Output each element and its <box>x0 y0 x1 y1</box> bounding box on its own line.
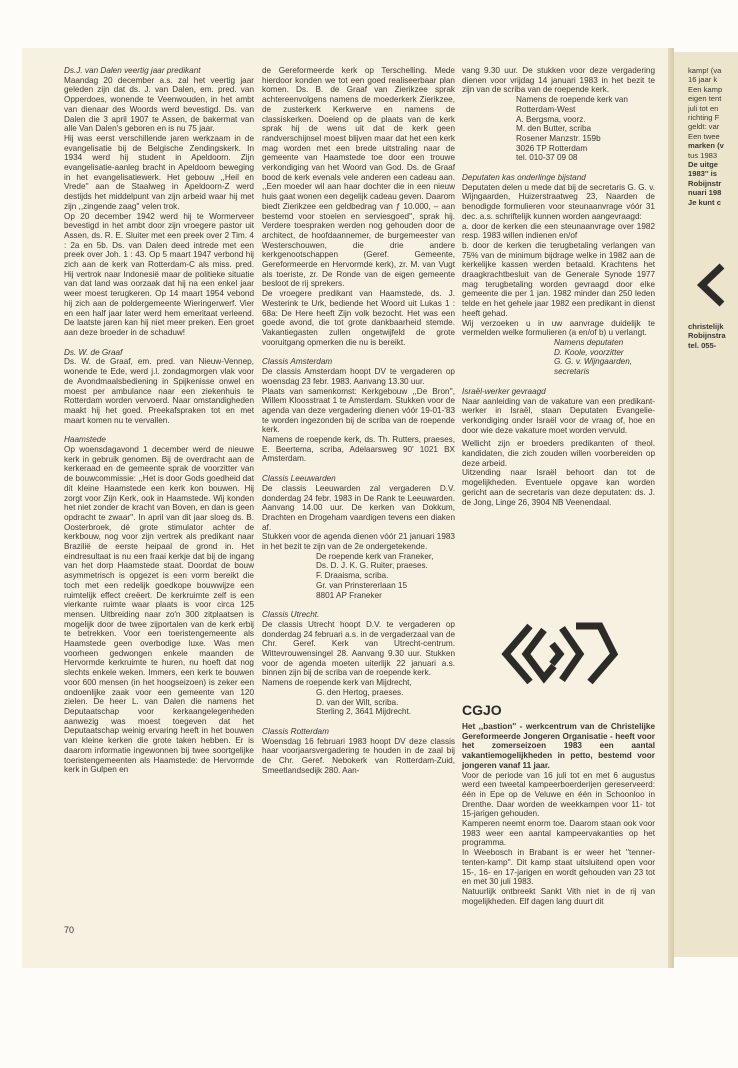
column-3 <box>462 66 655 507</box>
paragraph: De vroegere predikant van Haamstede, ds. J. Westerink te Urk, bediende het Woord uit Lukas 1 : 68a: De Here heeft Zijn volk bezocht. Het was een goede avond, die tot grote dankbaarheid stemde. Vakantiegasten zullen ongetwijfeld de grote vooruitgang opmerken die nu is bereikt. <box>262 289 455 347</box>
address-line: Ds. D. J. K. G. Ruiter, praeses. <box>316 561 428 571</box>
signature-line: D. Koole, voorzitter <box>554 347 624 357</box>
heading-classis-utrecht: Classis Utrecht. <box>262 610 320 620</box>
cropped-line: tel. 055- <box>688 340 717 350</box>
cgjo-title: CGJO <box>462 702 502 718</box>
page-number: 70 <box>64 925 75 935</box>
cropped-line: Je kunt c <box>688 197 721 207</box>
column-2 <box>262 66 455 776</box>
cropped-line: christelijk <box>688 322 724 331</box>
cropped-line: marken (v <box>688 141 724 151</box>
paragraph: Ds. W. de Graaf, em. pred. van Nieuw-Vennep, wonende te Ede, werd j.l. zondagmorgen vlak voor de Avondmaalsbediening in Spijkenisse onwel en moest per ambulance naar een ziekenhuis te Rotterdam worden vervoerd. Naar omstandigheden maakt hij het goed. Preekafspraken tot en met maart komen nu te vervallen. <box>64 357 254 425</box>
cropped-line: 16 jaar k <box>688 75 718 85</box>
paragraph: Uitzending naar Israël behoort dan tot de mogelijkheden. Eventuele opgave kan worden gericht aan de secretaris van deze deputaten: ds. J. de Jong, Linge 26, 3904 NB Veenendaal. <box>462 468 655 507</box>
heading-classis-rotterdam: Classis Rotterdam <box>262 727 329 736</box>
address-line: Rosener Manzstr. 159b <box>516 133 601 143</box>
paragraph: Voor de periode van 16 juli tot en met 6 augustus werd een tweetal kampeerboerderijen gereserveerd: één in Epe op de Veluwe en één in Schoonloo in Drenthe. Daar worden de weekkampen voor 11- tot 15-jarigen gehouden. <box>462 770 655 819</box>
cropped-line: De uitge <box>688 160 718 170</box>
paragraph: Natuurlijk ontbreekt Sankt Vith niet in de rij van mogelijkheden. Elf dagen lang duurt dit <box>462 886 655 906</box>
signature-line: Namens deputaten <box>554 337 624 347</box>
paragraph: Woensdag 16 februari 1983 hoopt DV deze classis haar voorjaarsvergadering te houden in de zaal bij de Chr. Geref. Nebokerk van Rotterdam-Zuid, Smeetlandsedijk 280. Aan- <box>262 736 455 775</box>
paragraph: Hij was eerst verschillende jaren werkzaam in de evangelisatie bij de Belgische Zendingskerk. In 1934 werd hij student in Apeldoorn. Zijn evangelisatie-aanleg bracht in Apeldoorn beweging in het evangelisatiewerk. Het gebouw ,,Heil en Vrede'' aan de Staalweg in Apeldoorn-Z werd destijds het middelpunt van zijn arbeid waar hij met zijn ,,zingende zaag'' velen trok. <box>64 133 254 211</box>
paragraph: Naar aanleiding van de vakature van een predikant-werker in Israël, staan Deputaten Evangelie-verkondiging onder Israël voor de vraag of, hoe en door wie deze vakature moet worden vervuld. <box>462 396 655 435</box>
address-line: D. van der Wilt, scriba. <box>316 697 399 707</box>
paragraph: Wij verzoeken u in uw aanvrage duidelijk te vermelden welke formulieren (a en/of b) u verlangt. <box>462 318 655 338</box>
small-cgjo-logo-icon <box>696 262 738 308</box>
signature-line: G. G. v. Wijngaarden, secretaris <box>554 357 633 377</box>
cgjo-logo-icon <box>500 618 620 690</box>
address-line: Rotterdam-West <box>516 104 576 114</box>
paragraph: Plaats van samenkomst: Kerkgebouw ,,De Bron'', Willem Kloosstraat 1 te Amsterdam. Stukken voor de agenda van deze vergadering dienen vóór 19-01-'83 te worden ingezonden bij de scriba van de roepende kerk. <box>262 386 455 435</box>
cropped-line: richting F <box>688 113 720 123</box>
address-line: 3026 TP Rotterdam <box>516 143 588 153</box>
column-1 <box>64 66 254 775</box>
cropped-line: nuari 198 <box>688 188 722 198</box>
paragraph: Op 20 december 1942 werd hij te Wormerveer bevestigd in het ambt door zijn vroegere pastor uit Assen, ds. R. E. Sluiter met een preek over 2 Tim. 4 : 2a en 5b. Ds. van Dalen deed intrede met een preek over Joh. 1 : 43. Op 5 maart 1947 verbond hij zich aan de kerk van Rotterdam-C als miss. pred. Hij vertrok naar Indonesië maar de politieke situatie van dat land was oorzaak dat hij na een enkel jaar weer moest terugkeren. Op 14 maart 1954 vebond hij zich aan de poldergemeente Wieringerwerf. Vier en een half jaar later werd hem emeritaat verleend. De laatste jaren kan hij niet meer preken. Een groet aan deze broeder in de schaduw! <box>64 211 254 337</box>
paragraph: Kamperen neemt enorm toe. Daarom staan ook voor 1983 weer een aantal kampeervakanties op het programma. <box>462 819 655 848</box>
cropped-line: 1983'' is <box>688 169 717 179</box>
heading-classis-leeuwarden: Classis Leeuwarden <box>262 474 336 484</box>
cropped-line: tus 1983 <box>688 150 718 160</box>
cropped-line: Een kamp <box>688 84 723 94</box>
address-line: De roepende kerk van Franeker, <box>316 551 434 561</box>
cropped-line: juli tot en <box>688 103 719 113</box>
cropped-line: eigen tent <box>688 94 722 104</box>
paragraph: Stukken voor de agenda dienen vóór 21 januari 1983 in het bezit te zijn van de 2e ondergetekende. <box>262 532 455 552</box>
address-line: M. den Butter, scriba <box>516 124 592 134</box>
column-4-footer <box>688 322 738 350</box>
cgjo-article <box>462 722 655 906</box>
address-line: G. den Hertog, praeses. <box>316 687 404 697</box>
address-line: Gr. van Prinstererlaan 15 <box>316 580 408 590</box>
cropped-line: geldt: var <box>688 122 720 132</box>
heading-haamstede: Haamstede <box>64 435 106 445</box>
paragraph: a. door de kerken die een steunaanvrage over 1982 resp. 1983 willen indienen en/of <box>462 221 655 241</box>
cropped-line: Een twee <box>688 131 720 141</box>
heading-de-graaf: Ds. W. de Graaf <box>64 347 123 357</box>
address-line: Sterling 2, 3641 Mijdrecht. <box>316 707 412 717</box>
paragraph: De classis Amsterdam hoopt DV te vergaderen op woensdag 23 febr. 1983. Aanvang 13.30 uur. <box>262 367 455 386</box>
paragraph: De classis Leeuwarden zal vergaderen D.V. donderdag 24 febr. 1983 in De Rank te Leeuwarden. Aanvang 14.00 uur. De kerken van Dokkum, Drachten en Drogeham vaardigen tevens een diaken af. <box>262 483 455 532</box>
paragraph: Op woensdagavond 1 december werd de nieuwe kerk in gebruik genomen. Bij de overdracht aan de kerkeraad en de gemeente sprak de voorzitter van de bouwcommissie: ,,Het is door Gods goedheid dat dit kleine Haamstede een kerk kon bouwen. Hij zorgt voor Zijn Kerk, ook in Haamstede. Wij konden het niet zonder de kracht van Boven, en dan is geen opdracht te zwaar''. In april van dit jaar sloeg ds. B. Oosterbroek, dé grote stimulator achter de kerkbouw, nog voor zijn vertrek als predikant naar Brazilië de eerste heipaal de grond in. Het eindresultaat is nu een fraai kerkje dat bij de ingang van het dorp Haamstede staat. Doordat de bouw asymmetrisch is opgezet is een vorm bereikt die toch met een redelijk goedkope bouwwijze een ruimtelijk effect creëert. De kerkruimte zelf is een vierkante ruimte waar plaats is voor circa 125 mensen. Uitbreiding naar zo'n 300 zitplaatsen is mogelijk door de twee zijportalen van de kerk erbij te betrekken. Voor een toeristengemeente als Haamstede geen overbodige luxe. Was men voorheen gedwongen enkele maanden de Hervormde kerkruimte te huren, nu hoeft dat nog slechts enkele weken. Immers, een kerk te bouwen voor 600 mensen (in het hoogseizoen) is zeker een ondoenlijke zaak voor een gemeente van 120 zielen. De heer L. van Dalen die namens het Deputaatschap voor kerkaangelegenheden aanwezig was moest toegeven dat het Deputaatschap weinig ervaring heeft in het bouwen van kleine kerken die grote taken hebben. Er is daarom informatie ingewonnen bij twee soortgelijke toeristengemeenten als Haamstede: de Hervormde kerk in Gulpen en <box>64 445 254 775</box>
address-line: F. Draaisma, scriba. <box>316 571 389 581</box>
paragraph: Namens de roepende kerk van Mijdrecht, <box>262 678 412 688</box>
heading-van-dalen: Ds.J. van Dalen veertig jaar predikant <box>64 66 201 75</box>
heading-israel-werker: Israël-werker gevraagd <box>462 386 546 396</box>
column-4-cropped <box>688 66 738 207</box>
cropped-line: Robijnstr <box>688 178 722 188</box>
heading-classis-amsterdam: Classis Amsterdam <box>262 357 333 367</box>
heading-deputaten-kas: Deputaten kas onderlinge bijstand <box>462 173 586 183</box>
address-line: tel. 010-37 09 08 <box>516 153 578 163</box>
paragraph: Deputaten delen u mede dat bij de secretaris G. G. v. Wijngaarden, Huizerstraatweg 23, Naarden de benodigde formulieren voor steunaanvrage vóór 31 dec. a.s. schriftelijk kunnen worden aangevraagd: <box>462 182 655 221</box>
paragraph: b. door de kerken die terugbetaling verlangen van 75% van de minimum bijdrage welke in 1982 aan de kerkelijke kassen werden betaald. Krachtens het draagkrachtbesluit van de Generale Synode 1977 mag terugbetaling worden gevraagd door elke gemeente die per 1 jan. 1982 minder dan 250 leden telde en het gehele jaar 1982 een predikant in dienst heeft gehad. <box>462 240 655 318</box>
address-line: Namens de roepende kerk van <box>516 95 628 105</box>
paragraph: Maandag 20 december a.s. zal het veertig jaar geleden zijn dat ds. J. van Dalen, em. pred. van Opperdoes, wonende te Veenwouden, in het ambt van dienaar des Woords werd bevestigd. Ds. van Dalen die 3 april 1907 te Assen, de bakermat van alle Van Dalen's geboren en is nu 75 jaar. <box>64 75 254 134</box>
paragraph: Wellicht zijn er broeders predikanten of theol. kandidaten, die zich zouden willen voorbereiden op deze arbeid. <box>462 439 655 468</box>
address-line: 8801 AP Franeker <box>316 590 382 600</box>
cgjo-intro: Het ,,bastion'' - werkcentrum van de Christelijke Gereformeerde Jongeren Organisatie - heeft voor het zomerseizoen 1983 een aantal vakantiemogelijkheden in petto, bestemd voor jongeren vanaf 11 jaar. <box>462 722 655 770</box>
paragraph: vang 9.30 uur. De stukken voor deze vergadering dienen voor vrijdag 14 januari 1983 in het bezit te zijn van de scriba van de roepende kerk. <box>462 66 655 95</box>
page-fold <box>668 48 674 968</box>
address-line: A. Bergsma, voorz. <box>516 114 586 124</box>
paragraph: De classis Utrecht hoopt D.V. te vergaderen op donderdag 24 februari a.s. in de vergaderzaal van de Chr. Geref. Kerk van Utrecht-centrum. Wittevrouwensingel 28. Aanvang 9.30 uur. Stukken voor de agenda moeten uiterlijk 22 januari a.s. binnen zijn bij de scriba van de roepende kerk. <box>262 619 455 678</box>
paragraph: In Weebosch in Brabant is er weer het ''tenner-tenten-kamp''. Dit kamp staat uitsluitend open voor 15-, 16- en 17-jarigen en wordt gehouden van 23 tot en met 30 juli 1983. <box>462 848 655 887</box>
paragraph: de Gereformeerde kerk op Terschelling. Mede hierdoor konden we tot een goed realiseerbaar plan komen. Ds. B. de Graaf van Zierikzee sprak achtereenvolgens namens de moederkerk Zierikzee, de zusterkerk Kerkwerve en namens de classiskerken. Doelend op de plaats van de kerk sprak hij de wens uit dat de kerk geen randverschijnsel moest blijven maar dat het een kerk mag worden met een brede uitstraling naar de gemeente van Haamstede toe door een trouwe verkondiging van het Woord van God. Ds. de Graaf bood de kerk evenals vele anderen een cadeau aan. ,,Een moeder wil aan haar dochter die in een nieuw huis gaat wonen een degelijk cadeau geven. Daarom biedt Zierikzee een geldbedrag van ƒ 10.000, – aan bestemd voor stoelen en serviesgoed'', sprak hij. Verdere toespraken werden nog gehouden door de architect, de hoofdaannemer, de burgemeester van Westerschouwen, die drie andere kerkgenootschappen (Geref. Gemeente, Gereformeerde en Hervormde kerk), zr. M. van Vugt als toeriste, zr. De Ronde van de eigen gemeente besloot de rij sprekers. <box>262 66 455 289</box>
cropped-line: Robijnstra <box>688 331 726 341</box>
cropped-line: kamp! (va <box>688 66 722 75</box>
paragraph: Namens de roepende kerk, ds. Th. Rutters, praeses, E. Beertema, scriba, Adelaarsweg 90' 1021 BX Amsterdam. <box>262 435 455 464</box>
